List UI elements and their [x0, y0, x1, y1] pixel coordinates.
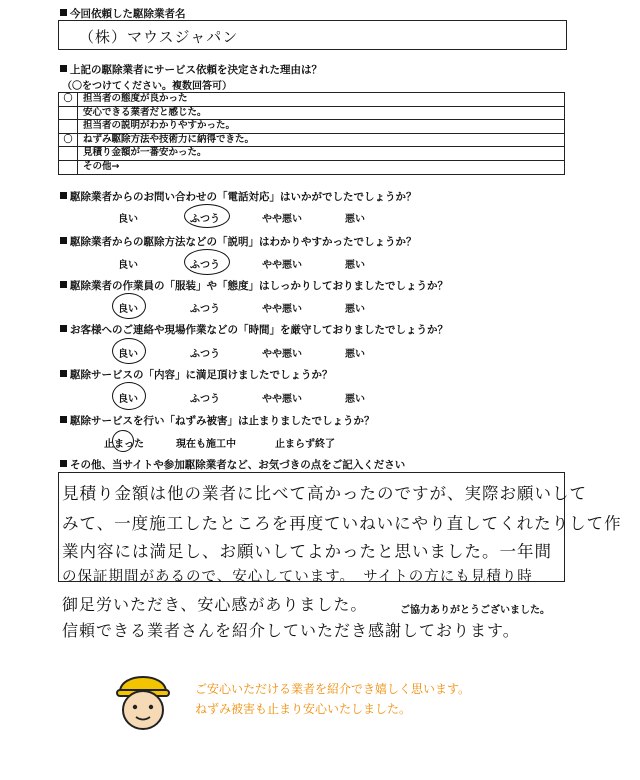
- question-explanation: 駆除業者からの駆除方法などの「説明」はわかりやすかったでしょうか？: [60, 234, 417, 249]
- option-good: 良い: [118, 260, 138, 271]
- reason-row: 見積り金額が一番安かった。: [59, 147, 564, 161]
- option-good: 良い: [118, 304, 138, 315]
- question-damage: 駆除サービスを行い「ねずみ被害」は止まりましたでしょうか？: [60, 413, 375, 428]
- option-stopped: 止まった: [104, 439, 144, 450]
- option-bad: 悪い: [345, 214, 365, 225]
- comment-line: 御足労いただき、安心感がありました。: [62, 595, 368, 614]
- option-bad: 悪い: [345, 349, 365, 360]
- question-time: お客様へのご連絡や現場作業などの「時間」を厳守しておりましたでしょうか？: [60, 322, 448, 337]
- comment-line: 業内容には満足し、お願いしてよかったと思いました。一年間: [62, 542, 552, 561]
- option-good: 良い: [118, 214, 138, 225]
- comment-line: 信頼できる業者さんを紹介していただき感謝しております。: [62, 621, 520, 640]
- footer-message: ねずみ被害も止まり安心いたしました。: [195, 702, 412, 716]
- footer-message: ご安心いただける業者を紹介でき嬉しく思います。: [195, 682, 471, 696]
- comment-heading: その他、当サイトや参加駆除業者など、お気づきの点をご記入ください: [60, 457, 405, 472]
- option-slightly-bad: やや悪い: [262, 214, 302, 225]
- option-in-progress: 現在も施工中: [176, 439, 236, 450]
- reason-row: 〇 担当者の態度が良かった: [59, 93, 564, 107]
- comment-line: 見積り金額は他の業者に比べて高かったのですが、実際お願いして: [62, 484, 587, 503]
- option-bad: 悪い: [345, 260, 365, 271]
- thanks-text: ご協力ありがとうございました。: [400, 605, 550, 616]
- reason-heading: 上記の駆除業者にサービス依頼を決定された理由は？: [60, 62, 322, 77]
- selected-circle: [184, 249, 230, 275]
- option-slightly-bad: やや悪い: [262, 260, 302, 271]
- option-normal: ふつう: [190, 349, 220, 360]
- option-normal: ふつう: [190, 304, 220, 315]
- option-slightly-bad: やや悪い: [262, 394, 302, 405]
- option-bad: 悪い: [345, 394, 365, 405]
- reason-row: 安心できる業者だと感じた。: [59, 107, 564, 121]
- option-slightly-bad: やや悪い: [262, 349, 302, 360]
- option-slightly-bad: やや悪い: [262, 304, 302, 315]
- company-name: （株）マウスジャパン: [79, 28, 239, 46]
- selected-circle: [112, 293, 146, 319]
- option-not-stopped: 止まらず終了: [275, 439, 335, 450]
- option-normal: ふつう: [190, 394, 220, 405]
- option-bad: 悪い: [345, 304, 365, 315]
- selected-circle: [112, 382, 146, 410]
- question-phone: 駆除業者からのお問い合わせの「電話対応」はいかがでしたでしょうか？: [60, 189, 417, 204]
- reason-row: その他→: [59, 161, 564, 174]
- question-attire: 駆除業者の作業員の「服装」や「態度」はしっかりしておりましたでしょうか？: [60, 278, 448, 293]
- mascot-face-icon: [114, 666, 172, 732]
- option-normal: ふつう: [190, 214, 220, 225]
- option-good: 良い: [118, 394, 138, 405]
- option-normal: ふつう: [190, 260, 220, 271]
- question-content: 駆除サービスの「内容」に満足頂けましたでしょうか？: [60, 367, 333, 382]
- comment-line: の保証期間があるので、安心しています。 サイトの方にも見積り時: [62, 569, 533, 585]
- reason-table: [58, 92, 565, 175]
- selected-circle: [184, 204, 230, 228]
- reason-note: （〇をつけてください。複数回答可）: [62, 81, 232, 92]
- company-name-box: [58, 20, 567, 50]
- selected-circle: [112, 430, 134, 452]
- company-name-heading: 今回依頼した駆除業者名: [60, 6, 186, 21]
- reason-row: 〇 ねずみ駆除方法や技術力に納得できた。: [59, 134, 564, 148]
- reason-row: 担当者の説明がわかりやすかった。: [59, 120, 564, 134]
- option-good: 良い: [118, 349, 138, 360]
- selected-circle: [112, 338, 146, 364]
- comment-line: みて、一度施工したところを再度ていねいにやり直してくれたりして作: [62, 514, 622, 533]
